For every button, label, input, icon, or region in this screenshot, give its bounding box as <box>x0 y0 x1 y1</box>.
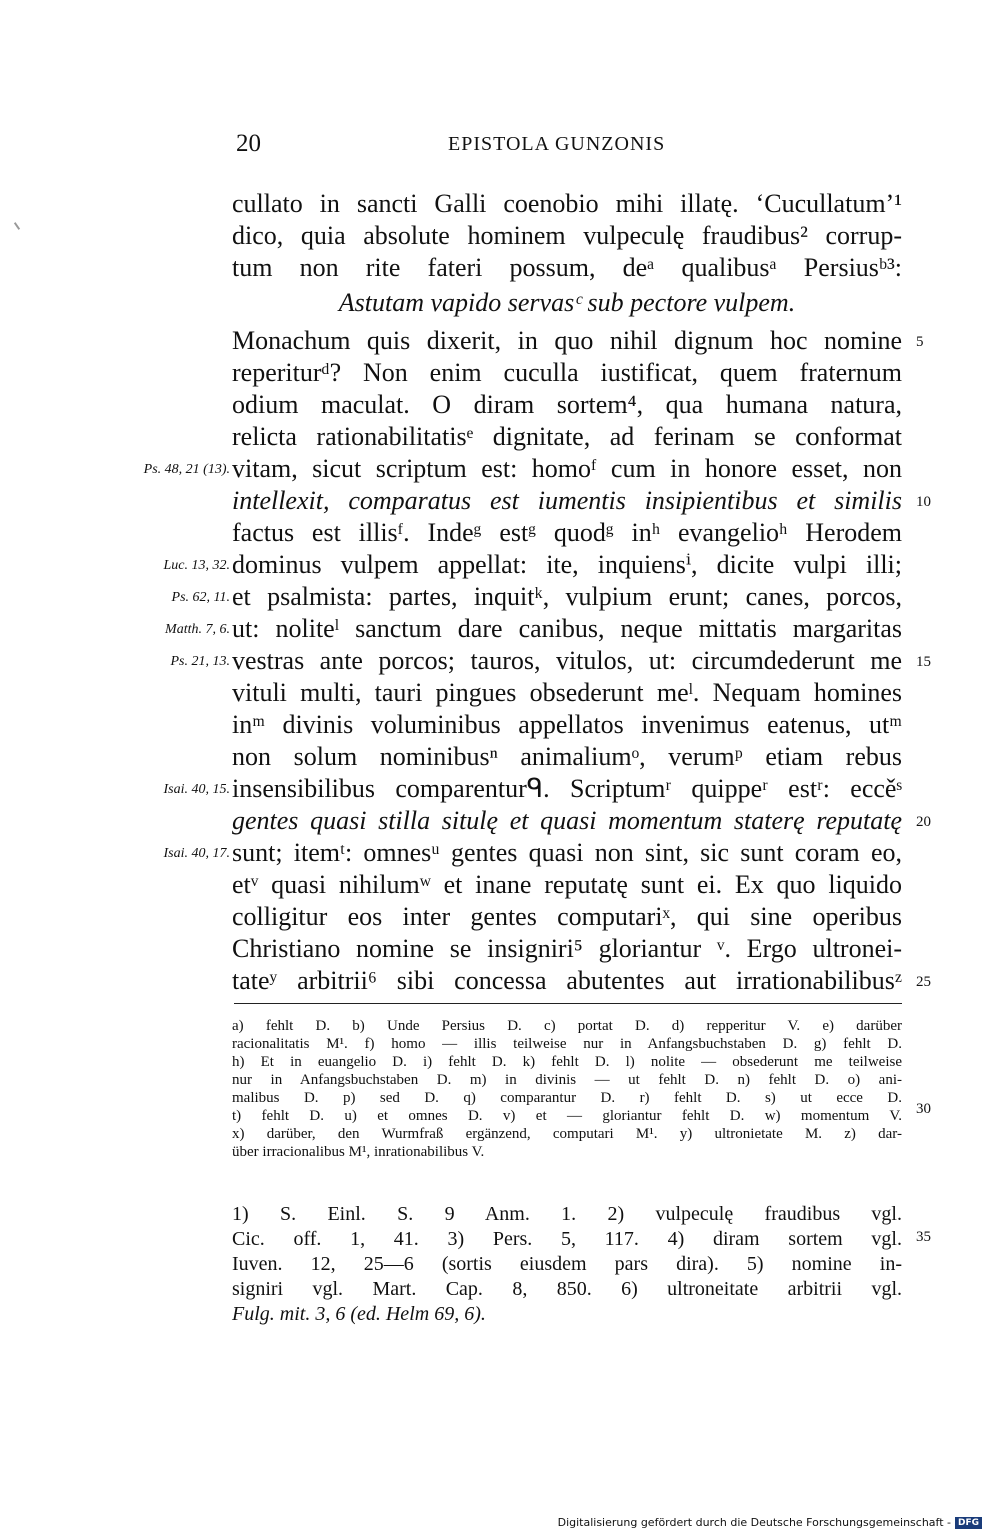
margin-reference: Ps. 48, 21 (13). <box>143 462 230 477</box>
apparatus-line: t) fehlt D. u) et omnes D. v) et — gloriantur fehlt D. w) momentum V. <box>232 1108 902 1124</box>
margin-reference: Luc. 13, 32. <box>163 558 230 573</box>
body-line: Christiano nomine se insigniri⁵ gloriantur ᵛ. Ergo ultronei- <box>232 934 902 963</box>
body-line: reperiturᵈ? Non enim cuculla iustificat, quem fraternum <box>232 358 902 387</box>
body-line: intellexit, comparatus est iumentis insipientibus et similis <box>232 486 902 515</box>
page-number: 20 <box>236 130 261 157</box>
margin-reference: Isai. 40, 17. <box>163 846 230 861</box>
body-line: dico, quia absolute hominem vulpeculę fraudibus² corrup- <box>232 221 902 250</box>
body-line: colligitur eos inter gentes computariˣ, qui sine operibus <box>232 902 902 931</box>
note-line: Fulg. mit. 3, 6 (ed. Helm 69, 6). <box>232 1303 486 1325</box>
body-line: etᵛ quasi nihilumʷ et inane reputatę sunt ei. Ex quo liquido <box>232 870 902 899</box>
note-line: signiri vgl. Mart. Cap. 8, 850. 6) ultroneitate arbitrii vgl. <box>232 1278 902 1300</box>
dfg-logo: DFG <box>955 1517 982 1529</box>
line-number: 10 <box>916 494 931 510</box>
apparatus-line: a) fehlt D. b) Unde Persius D. c) portat D. d) repperitur V. e) darüber <box>232 1018 902 1034</box>
note-line: Cic. off. 1, 41. 3) Pers. 5, 117. 4) diram sortem vgl. <box>232 1228 902 1250</box>
body-line: tum non rite fateri possum, deᵃ qualibusᵃ Persiusᵇ³: <box>232 253 902 282</box>
line-number: 25 <box>916 974 931 990</box>
margin-reference: Ps. 62, 11. <box>171 590 230 605</box>
running-header <box>236 130 696 162</box>
body-line: vitam, sicut scriptum est: homoᶠ cum in honore esset, non <box>232 454 902 483</box>
verse-line: Astutam vapido servasᶜ sub pectore vulpem. <box>338 288 796 317</box>
apparatus-line: malibus D. p) sed D. q) comparantur D. r) fehlt D. s) ut ecce D. <box>232 1090 902 1106</box>
body-line: et psalmista: partes, inquitᵏ, vulpium erunt; canes, porcos, <box>232 582 902 611</box>
body-line: gentes quasi stilla situlę et quasi momentum staterę reputatę <box>232 806 902 835</box>
body-line: Monachum quis dixerit, in quo nihil dignum hoc nomine <box>232 326 902 355</box>
body-line: dominus vulpem appellat: ite, inquiensⁱ, dicite vulpi illi; <box>232 550 902 579</box>
footer-text: Digitalisierung gefördert durch die Deutsche Forschungsgemeinschaft - <box>557 1516 951 1529</box>
apparatus-line: racionalitatis M¹. f) homo — illis teilweise nur in Anfangsbuchstaben D. g) fehlt D. <box>232 1036 902 1052</box>
line-number: 30 <box>916 1101 931 1117</box>
apparatus-line: x) darüber, den Wurmfraß ergänzend, computari M¹. y) ultronietate M. z) dar- <box>232 1126 902 1142</box>
apparatus-line: h) Et in euangelio D. i) fehlt D. k) fehlt D. l) nolite — obsederunt me teilweise <box>232 1054 902 1070</box>
apparatus-line: über irracionalibus M¹, inrationabilibus V. <box>232 1144 485 1160</box>
body-line: odium maculat. O diram sortem⁴, qua humana natura, <box>232 390 902 419</box>
line-number: 35 <box>916 1229 931 1245</box>
note-line: Iuven. 12, 25—6 (sortis eiusdem pars dira). 5) nomine in- <box>232 1253 902 1275</box>
body-line: cullato in sancti Galli coenobio mihi illatę. ‘Cucullatum’¹ <box>232 189 902 218</box>
margin-reference: Isai. 40, 15. <box>163 782 230 797</box>
margin-reference: Matth. 7, 6. <box>165 622 230 637</box>
body-line: vestras ante porcos; tauros, vitulos, ut: circumdederunt me <box>232 646 902 675</box>
body-line: ut: noliteˡ sanctum dare canibus, neque mittatis margaritas <box>232 614 902 643</box>
body-line: inᵐ divinis voluminibus appellatos invenimus eatenus, utᵐ <box>232 710 902 739</box>
body-line: non solum nominibusⁿ animaliumᵒ, verumᵖ etiam rebus <box>232 742 902 771</box>
footnote-divider <box>234 1003 902 1004</box>
margin-reference: Ps. 21, 13. <box>170 654 230 669</box>
apparatus-line: nur in Anfangsbuchstaben D. m) in divinis — ut fehlt D. n) fehlt D. o) ani- <box>232 1072 902 1088</box>
body-line: tateʸ arbitrii⁶ sibi concessa abutentes aut irrationabilibusᶻ <box>232 966 902 995</box>
body-line: insensibilibus comparenturᑫ. Scriptumʳ quippeʳ estʳ: eccěˢ <box>232 774 902 803</box>
body-line: factus est illisᶠ. Indeᵍ estᵍ quodᵍ inʰ evangelioʰ Herodem <box>232 518 902 547</box>
line-number: 15 <box>916 654 931 670</box>
body-line: sunt; itemᵗ: omnesᵘ gentes quasi non sint, sic sunt coram eo, <box>232 838 902 867</box>
page-title: EPISTOLA GUNZONIS <box>448 133 666 155</box>
digitization-footer <box>558 1516 982 1529</box>
line-number: 5 <box>916 334 924 350</box>
body-line: vituli multi, tauri pingues obsederunt meˡ. Nequam homines <box>232 678 902 707</box>
body-line: relicta rationabilitatisᵉ dignitate, ad ferinam se conformat <box>232 422 902 451</box>
note-line: 1) S. Einl. S. 9 Anm. 1. 2) vulpeculę fraudibus vgl. <box>232 1203 902 1225</box>
line-number: 20 <box>916 814 931 830</box>
scan-mark <box>14 222 20 230</box>
